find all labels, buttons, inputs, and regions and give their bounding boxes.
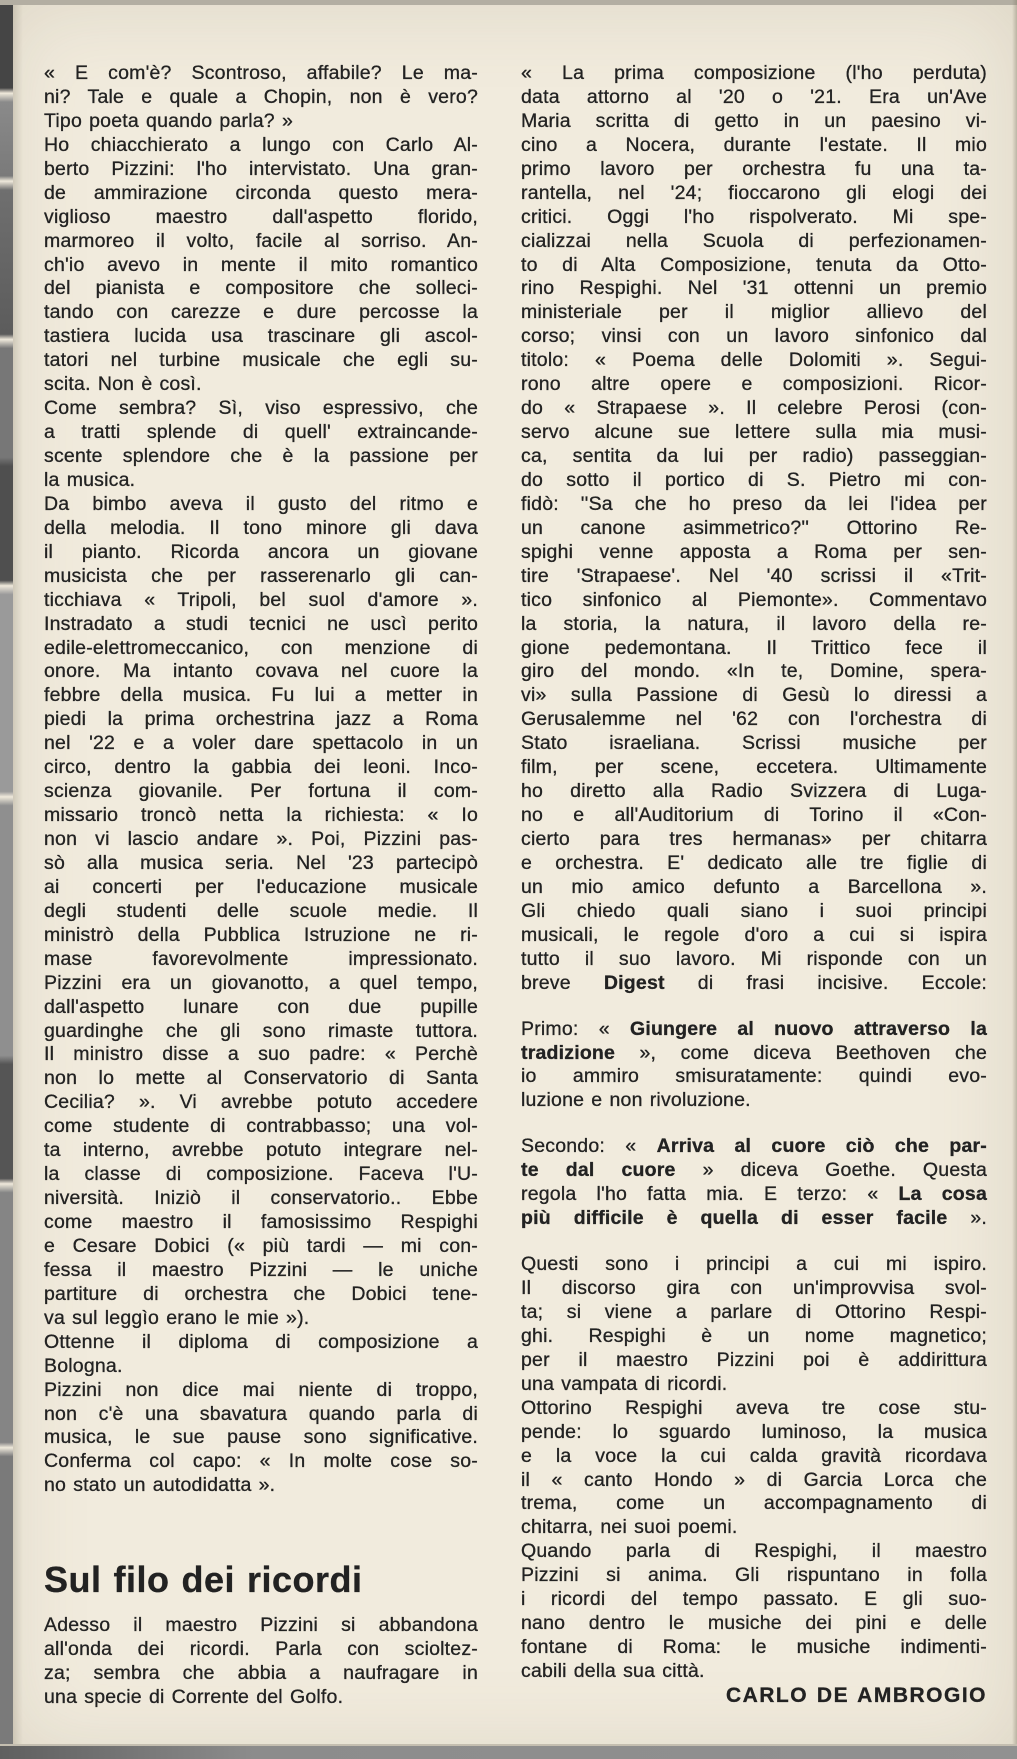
text-line: Gli chiedo quali siano i suoi principi (521, 899, 987, 922)
text-line: non vi lascio andare ». Poi, Pizzini pas- (44, 828, 478, 850)
text-line: una vampata di ricordi. (521, 1372, 728, 1395)
text-line: tutto il suo lavoro. Mi risponde con un (521, 947, 987, 970)
text-line: all'onda dei ricordi. Parla con scioltez- (44, 1638, 478, 1661)
text-line: « La prima composizione (l'ho perduta) (521, 62, 987, 84)
text-line: circo, dentro la gabbia dei leoni. Inco- (44, 756, 478, 779)
text-line: edile-elettromeccanico, con menzione di (44, 636, 478, 659)
text-line: rantella, nel '24; fioccarono gli elogi dei (521, 181, 987, 204)
text-line: Gerusalemme nel '62 con l'orchestra di (521, 708, 987, 731)
author-byline: CARLO DE AMBROGIO (725, 1683, 987, 1707)
text-line: ni? Tale e quale a Chopin, non è vero? (44, 85, 478, 108)
scan-edge-right (1012, 0, 1017, 1759)
text-line: data attorno al '20 o '21. Era un'Ave (521, 85, 987, 108)
text-line: no e all'Auditorium di Torino il «Con- (521, 804, 987, 827)
text-line: marmoreo il volto, facile al sorriso. An- (44, 229, 478, 252)
text-line: Bologna. (44, 1354, 123, 1377)
text-line: come studente di contrabbasso; una vol- (44, 1115, 478, 1138)
text-line: il « canto Hondo » di Garcia Lorca che (521, 1468, 987, 1491)
text-line: degli studenti delle scuole medie. Il (44, 899, 478, 922)
text-line: spighi venne apposta a Roma per sen- (521, 540, 987, 563)
text-line: breve Digest di frasi incisive. Eccole: (521, 971, 987, 994)
text-line: ghi. Respighi è un nome magnetico; (521, 1324, 987, 1347)
text-line: ch'io avevo in mente il mito romantico (44, 253, 478, 276)
scan-edge-top (0, 0, 1017, 5)
text-line: e la voce la cui calda gravità ricordava (521, 1444, 987, 1467)
text-line: Primo: « Giungere al nuovo attraverso la (521, 1017, 987, 1040)
text-line: per il maestro Pizzini poi è addirittura (521, 1348, 987, 1371)
text-line: Conferma col capo: « In molte cose so- (44, 1450, 478, 1473)
text-line: ministeriale per il miglior allievo del (521, 301, 987, 324)
text-line: ho diretto alla Radio Svizzera di Luga- (521, 780, 987, 803)
text-line: luzione e non rivoluzione. (521, 1089, 751, 1112)
paragraph (44, 62, 478, 1498)
text-line: Stato israeliana. Scrissi musiche per (521, 732, 987, 755)
text-line: Ho chiacchierato a lungo con Carlo Al- (44, 133, 478, 156)
text-line: Secondo: « Arriva al cuore ciò che par- (521, 1135, 987, 1158)
text-line: Adesso il maestro Pizzini si abbandona (44, 1614, 478, 1637)
text-line: te dal cuore » diceva Goethe. Questa (521, 1159, 987, 1182)
text-line: ministrò della Pubblica Istruzione ne ri- (44, 923, 478, 946)
text-line: guardinghe che gli sono rimaste tuttora. (44, 1019, 478, 1042)
text-line: musicali, le regole d'oro a cui si ispira (521, 923, 987, 946)
text-line: titolo: « Poema delle Dolomiti ». Segui- (521, 349, 987, 372)
text-line: io ammiro smisuratamente: quindi evo- (521, 1065, 987, 1088)
text-line: cializzai nella Scuola di perfezionamen- (521, 229, 987, 252)
text-line: piedi la prima orchestrina jazz a Roma (44, 708, 478, 731)
right-column (521, 62, 987, 1708)
text-line: partiture di orchestra che Dobici tene- (44, 1282, 478, 1305)
text-line: musica, le sue pause sono significative. (44, 1426, 478, 1449)
text-line: missario troncò netta la richiesta: « Io (44, 804, 478, 827)
paragraph (521, 1018, 987, 1114)
text-line: de ammirazione circonda questo mera- (44, 181, 478, 204)
text-line: ta interno, avrebbe potuto integrare nel- (44, 1139, 478, 1162)
text-line: scienza giovanile. Per fortuna il com- (44, 780, 478, 803)
text-line: cino a Nocera, durante l'estate. Il mio (521, 133, 987, 156)
text-line: primo lavoro per orchestra fu una ta- (521, 157, 987, 180)
text-line: scente splendore che è la passione per (44, 445, 478, 467)
text-line: Pizzini non dice mai niente di troppo, (44, 1378, 478, 1401)
text-line: « E com'è? Scontroso, affabile? Le ma- (44, 62, 478, 84)
text-line: Pizzini si anima. Gli rispuntano in folla (521, 1564, 987, 1587)
text-line: un mio amico defunto a Barcellona ». (521, 875, 987, 898)
text-line: cierto para tres hermanas» per chitarra (521, 828, 987, 850)
text-line: Maria scritta di getto in un paesino vi- (521, 109, 987, 132)
text-line: scita. Non è così. (44, 373, 202, 396)
text-line: a tratti splende di quell' extraincande- (44, 421, 478, 444)
text-line: za; sembra che abbia a naufragare in (44, 1662, 478, 1685)
text-line: tatori nel turbine musicale che egli su- (44, 349, 478, 372)
text-line: tradizione », come diceva Beethoven che (521, 1041, 987, 1064)
text-line: no stato un autodidatta ». (44, 1474, 276, 1497)
text-line: Come sembra? Sì, viso espressivo, che (44, 397, 478, 420)
text-line: febbre della musica. Fu lui a metter in (44, 684, 478, 707)
text-line: vi» sulla Passione di Gesù lo diressi a (521, 684, 987, 707)
text-line: rono altre opere e composizioni. Ricor- (521, 373, 987, 396)
text-line: una specie di Corrente del Golfo. (44, 1686, 344, 1709)
text-line: i ricordi del tempo passato. E gli suo- (521, 1588, 987, 1611)
text-line: non lo mette al Conservatorio di Santa (44, 1067, 478, 1090)
text-line: niversità. Iniziò il conservatorio.. Ebbe (44, 1187, 478, 1210)
text-line: la storia, la natura, il lavoro della re- (521, 612, 987, 635)
text-line: Cecilia? ». Vi avrebbe potuto accedere (44, 1091, 478, 1114)
paragraph (521, 1253, 987, 1684)
text-line: trema, come un accompagnamento di (521, 1492, 987, 1515)
text-line: tastiera lucida usa trascinare gli ascol- (44, 325, 478, 348)
scan-edge-bottom (0, 1744, 1017, 1759)
text-line: ai concerti per l'educazione musicale (44, 875, 478, 898)
text-line: giro del mondo. «In te, Domine, spera- (521, 660, 987, 683)
text-line: più difficile è quella di esser facile ». (521, 1207, 987, 1230)
text-line: Tipo poeta quando parla? » (44, 109, 293, 132)
text-line: la musica. (44, 468, 136, 491)
text-line: nano dentro le musiche dei pini e delle (521, 1612, 987, 1635)
text-line: dall'aspetto lunare con due pupille (44, 995, 478, 1018)
text-line: la classe di composizione. Faceva l'U- (44, 1163, 478, 1186)
text-line: rino Respighi. Nel '31 ottenni un premio (521, 277, 987, 300)
text-line: un canone asimmetrico?'' Ottorino Re- (521, 516, 987, 539)
text-line: Ottorino Respighi aveva tre cose stu- (521, 1396, 987, 1419)
text-line: musicista che per rasserenarlo gli can- (44, 564, 478, 587)
left-column (44, 62, 478, 1710)
text-line: sò alla musica seria. Nel '23 partecipò (44, 851, 478, 874)
text-line: do sotto il portico di S. Pietro mi con- (521, 468, 987, 491)
text-line: Il discorso gira con un'improvvisa svol- (521, 1277, 987, 1299)
text-line: tico sinfonico al Piemonte». Commentavo (521, 588, 987, 611)
text-line: to di Alta Composizione, tenuta da Otto- (521, 253, 987, 276)
text-line: Il ministro disse a suo padre: « Perchè (44, 1043, 478, 1066)
text-line: corso; vinsi con un lavoro sinfonico dal (521, 325, 987, 348)
text-line: non c'è una sbavatura quando parla di (44, 1402, 478, 1425)
text-line: tire 'Strapaese'. Nel '40 scrissi il «Trit- (521, 564, 987, 587)
text-line: Quando parla di Respighi, il maestro (521, 1540, 987, 1563)
paragraph (521, 1135, 987, 1231)
text-line: e Cesare Dobici (« più tardi — mi con- (44, 1234, 478, 1257)
text-line: Questi sono i principi a cui mi ispiro. (521, 1253, 987, 1276)
scan-edge-left (0, 0, 13, 1759)
text-line: film, per scene, eccetera. Ultimamente (521, 756, 987, 779)
text-line: cabili della sua città. (521, 1660, 705, 1682)
text-line: Da bimbo aveva il gusto del ritmo e (44, 492, 478, 515)
text-line: del pianista e compositore che solleci- (44, 277, 478, 300)
text-line: come maestro il famosissimo Respighi (44, 1211, 478, 1233)
text-line: viglioso maestro dall'aspetto florido, (44, 205, 478, 228)
text-line: tando con carezze e dure percosse la (44, 301, 478, 324)
text-line: Instradato a studi tecnici ne uscì perito (44, 612, 478, 635)
text-line: ticchiava « Tripoli, bel suol d'amore ». (44, 588, 478, 611)
text-line: regola l'ho fatta mia. E terzo: « La cosa (521, 1183, 987, 1206)
text-line: ca, sentita da lui per radio) passeggian- (521, 445, 987, 467)
text-line: mase favorevolmente impressionato. (44, 947, 478, 970)
text-line: il pianto. Ricorda ancora un giovane (44, 540, 478, 563)
text-line: Pizzini era un giovanotto, a quel tempo, (44, 971, 478, 994)
text-line: servo alcune sue lettere sulla mia musi- (521, 421, 987, 444)
text-line: gione pedemontana. Il Trittico fece il (521, 636, 987, 659)
text-line: Ottenne il diploma di composizione a (44, 1330, 478, 1353)
text-line: fessa il maestro Pizzini — le uniche (44, 1258, 478, 1281)
text-line: do « Strapaese ». Il celebre Perosi (con- (521, 397, 987, 420)
text-line: pende: lo sguardo luminoso, la musica (521, 1420, 987, 1443)
paragraph (44, 1614, 478, 1710)
text-line: nel '22 e a voler dare spettacolo in un (44, 732, 478, 755)
paragraph (521, 62, 987, 996)
text-line: della melodia. Il tono minore gli dava (44, 516, 478, 539)
text-line: fidò: ''Sa che ho preso da lei l'idea per (521, 492, 987, 515)
text-line: va sul leggìo erano le mie »). (44, 1306, 310, 1329)
text-line: e orchestra. E' dedicato alle tre figlie di (521, 851, 987, 874)
text-line: chitarra, nei suoi poemi. (521, 1516, 738, 1539)
scan-edge-left-shadow (13, 0, 23, 1759)
text-line: critici. Oggi l'ho rispolverato. Mi spe- (521, 205, 987, 228)
text-line: fontane di Roma: le musiche indimenti- (521, 1636, 987, 1659)
text-line: ta; si viene a parlare di Ottorino Respi- (521, 1300, 987, 1323)
section-heading: Sul filo dei ricordi (44, 1559, 363, 1601)
text-line: berto Pizzini: l'ho intervistato. Una gran- (44, 157, 478, 180)
text-line: onore. Ma intanto covava nel cuore la (44, 660, 478, 683)
